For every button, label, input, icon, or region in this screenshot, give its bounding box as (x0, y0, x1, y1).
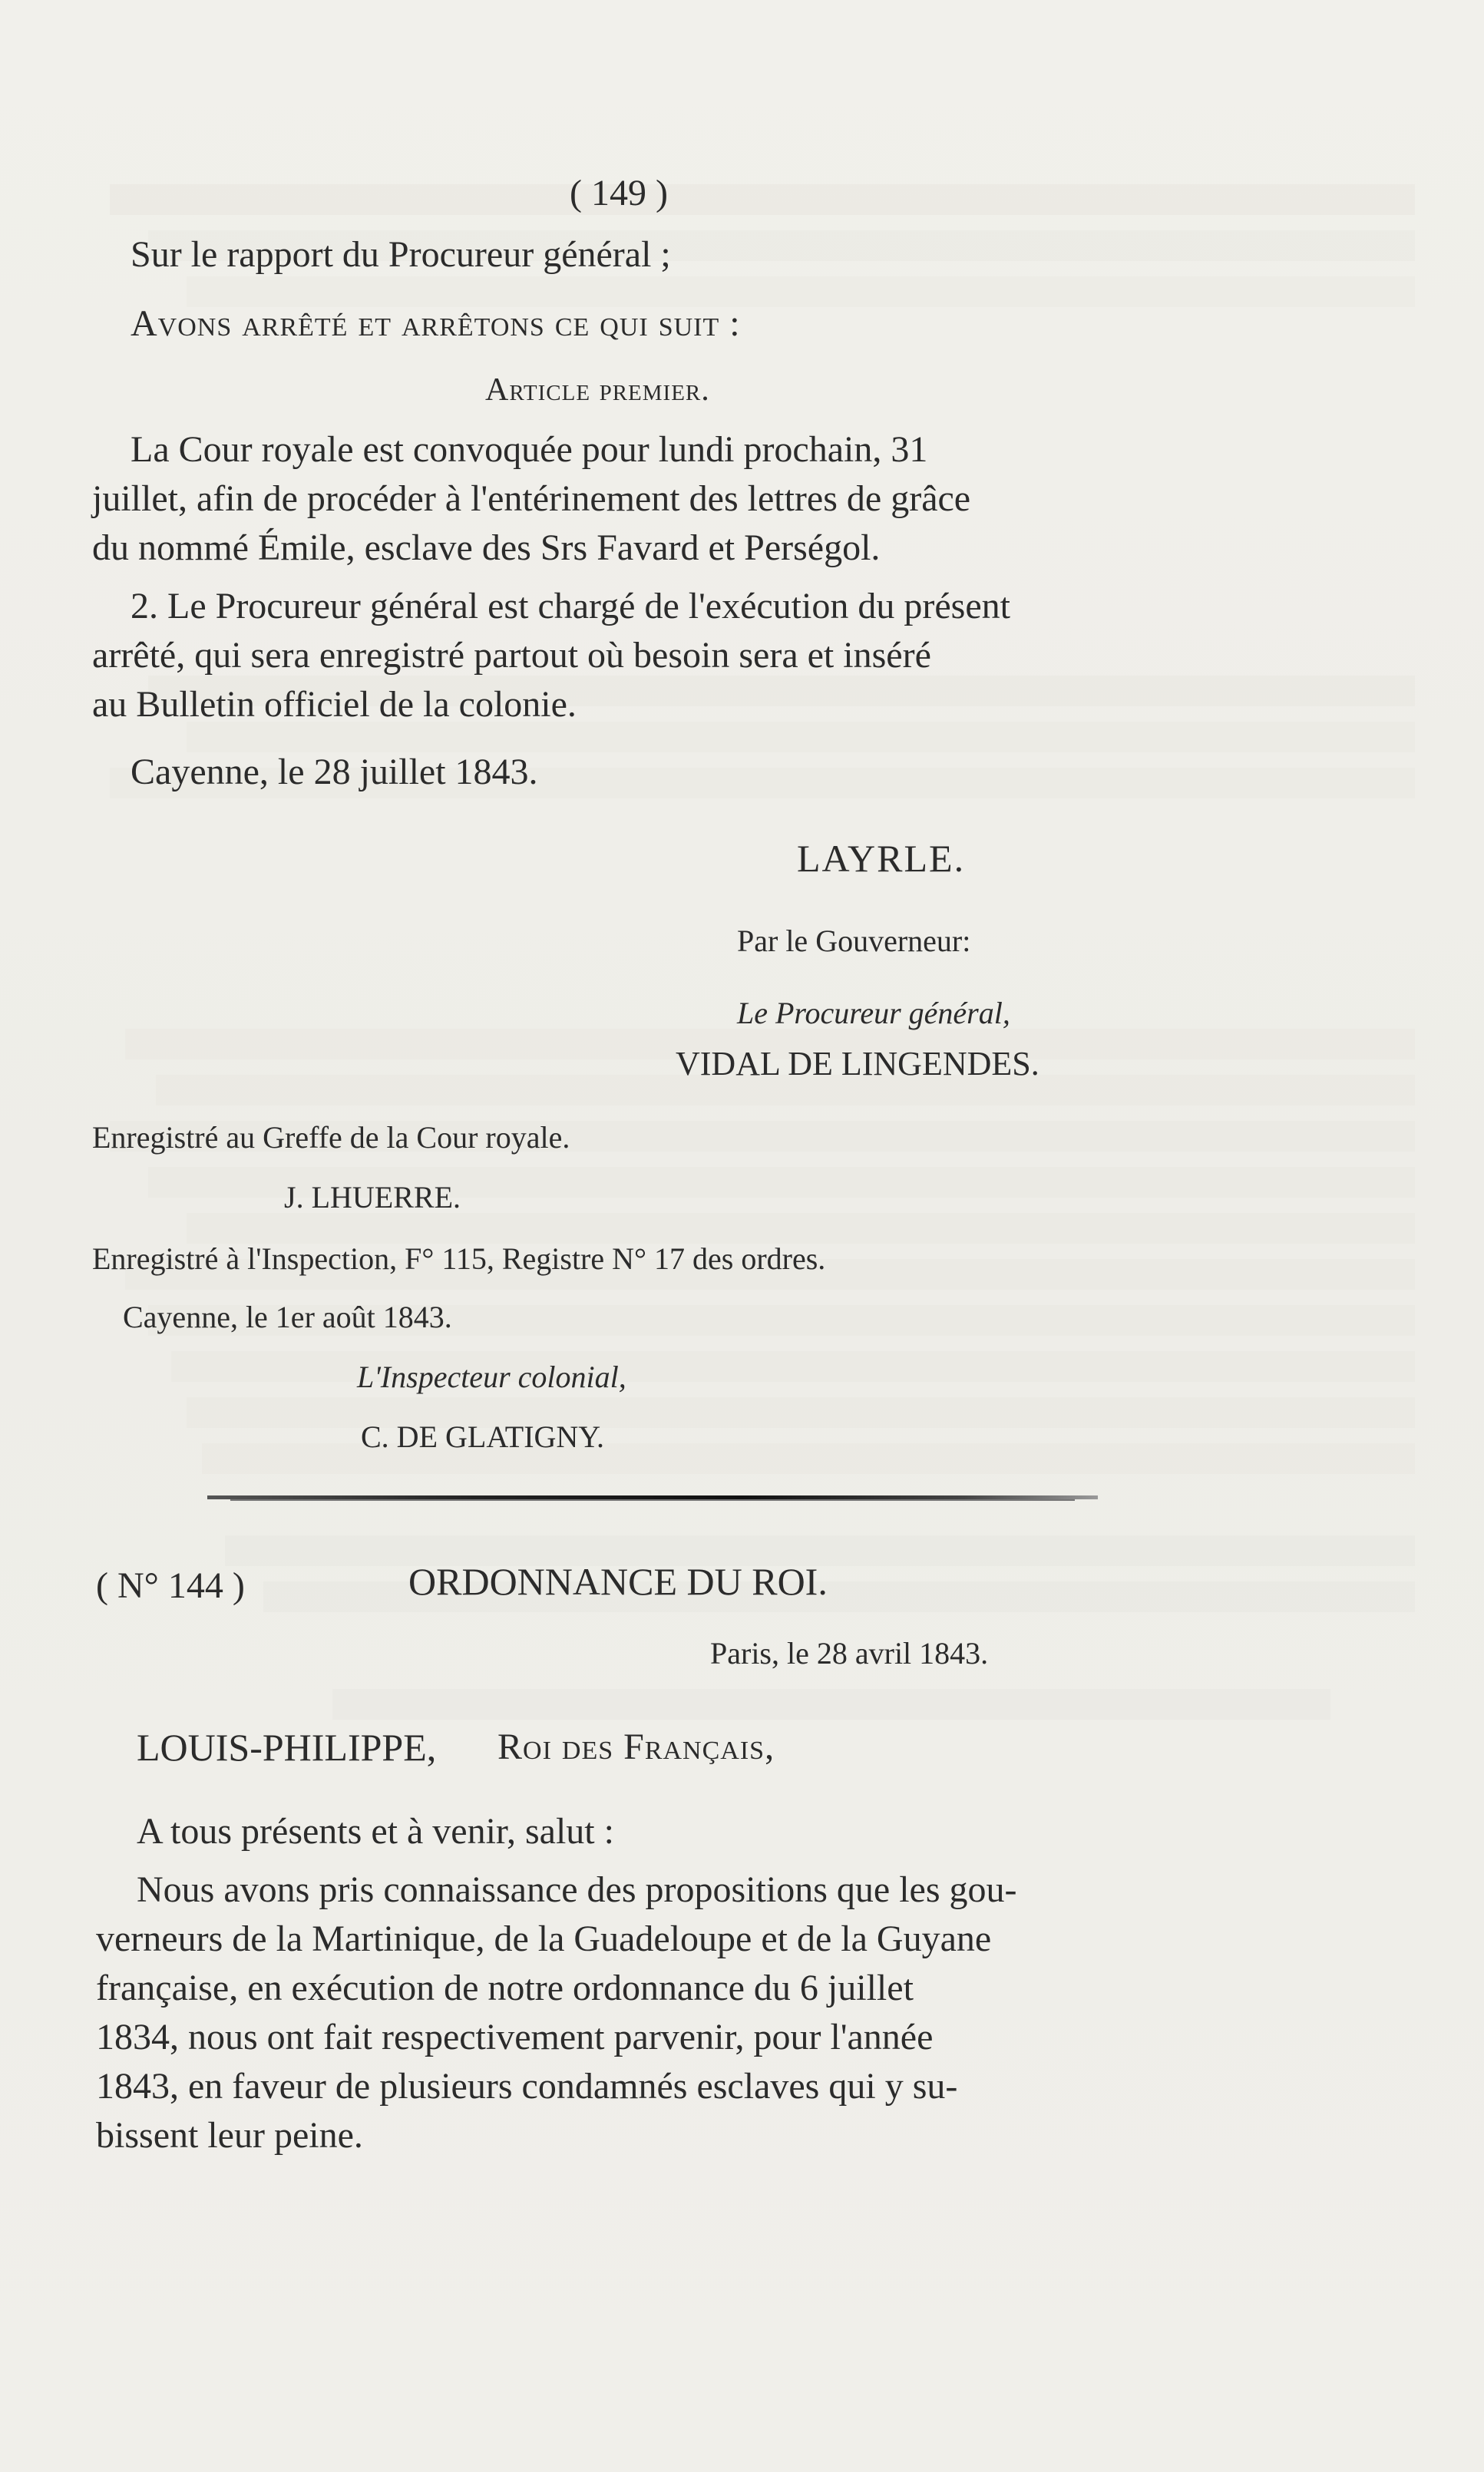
article-2-line: au Bulletin officiel de la colonie. (92, 684, 577, 725)
king-title: Roi des Français, (497, 1727, 775, 1767)
king-name: LOUIS-PHILIPPE, (137, 1726, 437, 1769)
signature-glatigny: C. DE GLATIGNY. (361, 1419, 605, 1454)
paragraph-line: Sur le rapport du Procureur général ; (131, 234, 671, 275)
article-2-line: arrêté, qui sera enregistré partout où besoin sera et inséré (92, 635, 931, 676)
signature-vidal: VIDAL DE LINGENDES. (676, 1045, 1039, 1082)
date-line: Paris, le 28 avril 1843. (710, 1636, 989, 1671)
body-line: 1843, en faveur de plusieurs condamnés esclaves qui y su- (96, 2066, 958, 2107)
article-1-line: juillet, afin de procéder à l'entérinement des lettres de grâce (92, 478, 971, 519)
body-line: verneurs de la Martinique, de la Guadeloupe et de la Guyane (96, 1918, 992, 1959)
date-line: Cayenne, le 1er août 1843. (123, 1300, 452, 1334)
salutation: A tous présents et à venir, salut : (137, 1811, 614, 1852)
article-heading: Article premier. (485, 372, 710, 408)
ordinance-number: ( N° 144 ) (96, 1565, 245, 1606)
ordinance-title: ORDONNANCE DU ROI. (408, 1560, 828, 1603)
body-line: 1834, nous ont fait respectivement parvenir, pour l'année (96, 2017, 934, 2057)
signature-lhuerre: J. LHUERRE. (284, 1180, 461, 1215)
par-le-gouverneur: Par le Gouverneur: (737, 924, 971, 958)
body-line: Nous avons pris connaissance des propositions que les gou- (137, 1869, 1017, 1910)
date-line: Cayenne, le 28 juillet 1843. (131, 752, 538, 792)
page-number: ( 149 ) (570, 173, 668, 213)
article-2-line: 2. Le Procureur général est chargé de l'exécution du présent (131, 586, 1010, 626)
signature-layrle: LAYRLE. (797, 837, 966, 880)
article-1-line: La Cour royale est convoquée pour lundi prochain, 31 (131, 429, 928, 470)
section-divider-thin (230, 1499, 1075, 1501)
procureur-title: Le Procureur général, (737, 996, 1010, 1030)
registration-line: Enregistré à l'Inspection, F° 115, Registre N° 17 des ordres. (92, 1241, 826, 1276)
registration-line: Enregistré au Greffe de la Cour royale. (92, 1120, 570, 1155)
body-line: bissent leur peine. (96, 2115, 363, 2156)
paragraph-line: Avons arrêté et arrêtons ce qui suit : (131, 303, 741, 344)
article-1-line: du nommé Émile, esclave des Srs Favard et Perségol. (92, 527, 881, 568)
inspecteur-title: L'Inspecteur colonial, (357, 1360, 626, 1394)
body-line: française, en exécution de notre ordonnance du 6 juillet (96, 1968, 914, 2008)
